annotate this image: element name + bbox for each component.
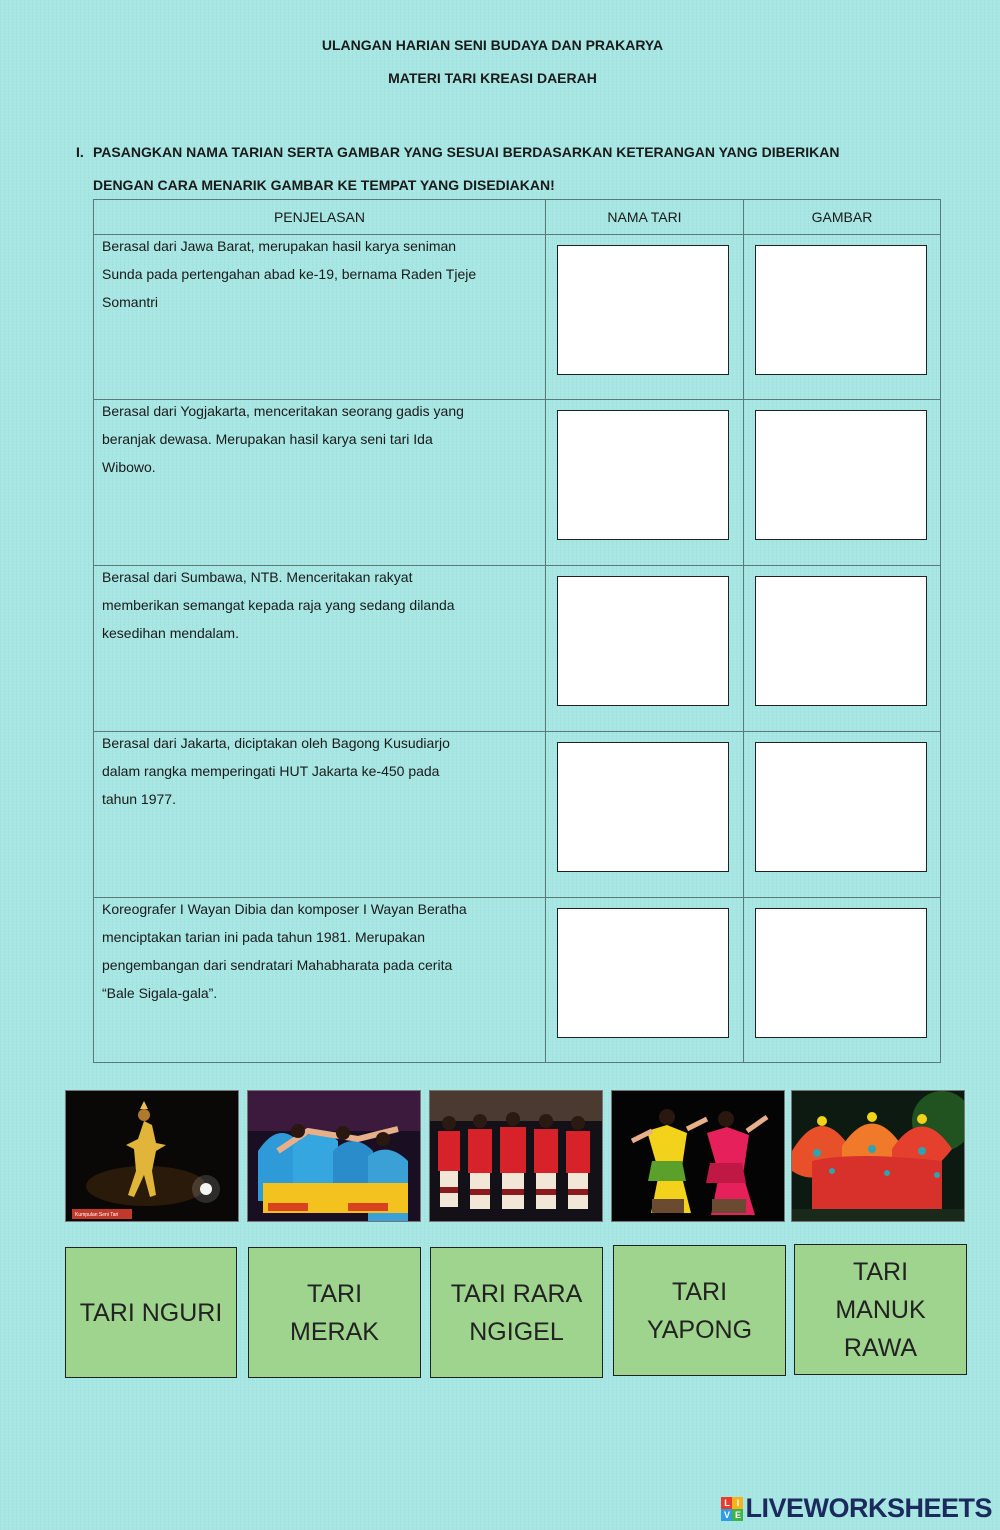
worksheet-subtitle: MATERI TARI KREASI DAERAH [388, 70, 597, 86]
name-drop-zone-1[interactable] [557, 245, 729, 375]
logo-letter: E [732, 1509, 743, 1521]
description-line: dalam rangka memperingati HUT Jakarta ke-450 pada [102, 763, 440, 779]
gambar-cell [744, 732, 941, 898]
card-tari-manuk-rawa[interactable] [794, 1244, 967, 1375]
description-line: Somantri [102, 294, 159, 310]
description-line: memberikan semangat kepada raja yang sedang dilanda [102, 597, 455, 613]
logo-letter: L [721, 1497, 732, 1509]
description-line: Koreografer I Wayan Dibia dan komposer I Wayan Beratha [102, 901, 467, 917]
logo-letter: I [732, 1497, 743, 1509]
description-cell [94, 732, 546, 898]
description-line: “Bale Sigala-gala”. [102, 985, 218, 1001]
worksheet-title: ULANGAN HARIAN SENI BUDAYA DAN PRAKARYA [321, 37, 664, 53]
liveworksheets-logo [721, 1493, 992, 1524]
card-tari-yapong[interactable] [613, 1245, 786, 1376]
liveworksheets-logo-text: LIVEWORKSHEETS [745, 1493, 992, 1523]
instruction-line-2: DENGAN CARA MENARIK GAMBAR KE TEMPAT YANG DISEDIAKAN! [93, 177, 555, 193]
nama-tari-cell [546, 732, 744, 898]
description-line: beranjak dewasa. Merupakan hasil karya seni tari Ida [102, 431, 433, 447]
gambar-cell [744, 235, 941, 400]
name-drop-zone-5[interactable] [557, 908, 729, 1038]
card-tari-nguri[interactable] [65, 1247, 237, 1378]
description-line: Berasal dari Jawa Barat, merupakan hasil karya seniman [102, 238, 457, 254]
description-line: Berasal dari Sumbawa, NTB. Menceritakan rakyat [102, 569, 413, 585]
photo-dancers-blue-costumes[interactable] [247, 1090, 421, 1222]
description-line: Sunda pada pertengahan abad ke-19, bernama Raden Tjeje [102, 266, 477, 282]
card-label: TARI NGURI [79, 1298, 223, 1327]
nama-tari-cell [546, 400, 744, 566]
logo-letter: V [721, 1509, 732, 1521]
description-line: Wibowo. [102, 459, 156, 475]
description-line: pengembangan dari sendratari Mahabharata pada cerita [102, 957, 453, 973]
image-drop-zone-4[interactable] [755, 742, 927, 872]
image-drop-zone-3[interactable] [755, 576, 927, 706]
description-line: Berasal dari Yogjakarta, menceritakan seorang gadis yang [102, 403, 464, 419]
instruction-line-1: PASANGKAN NAMA TARIAN SERTA GAMBAR YANG SESUAI BERDASARKAN KETERANGAN YANG DIBERIKAN [93, 144, 840, 160]
gambar-cell [744, 566, 941, 732]
photo-dancers-red-group[interactable] [429, 1090, 603, 1222]
card-label: TARI MANUK RAWA [835, 1257, 926, 1362]
photo-solo-dancer-dark-stage[interactable] [65, 1090, 239, 1222]
card-label: TARI YAPONG [646, 1277, 753, 1344]
photo-caption: Kumpulan Seni Tari [75, 1212, 119, 1218]
image-drop-zone-5[interactable] [755, 908, 927, 1038]
name-drop-zone-3[interactable] [557, 576, 729, 706]
description-line: Berasal dari Jakarta, diciptakan oleh Bagong Kusudiarjo [102, 735, 450, 751]
matching-table [93, 199, 941, 1063]
description-line: kesedihan mendalam. [102, 625, 239, 641]
header-penjelasan: PENJELASAN [94, 200, 546, 235]
instruction [76, 136, 936, 202]
gambar-cell [744, 898, 941, 1063]
image-drop-zone-1[interactable] [755, 245, 927, 375]
card-label: TARI RARA NGIGEL [450, 1279, 583, 1346]
photo-peacock-dancers[interactable] [791, 1090, 965, 1222]
header-gambar: GAMBAR [744, 200, 941, 235]
instruction-number: I. [76, 144, 84, 160]
nama-tari-cell [546, 898, 744, 1063]
image-drop-zone-2[interactable] [755, 410, 927, 540]
card-tari-merak[interactable] [248, 1247, 421, 1378]
description-line: tahun 1977. [102, 791, 176, 807]
description-line: menciptakan tarian ini pada tahun 1981. Merupakan [102, 929, 425, 945]
name-drop-zone-4[interactable] [557, 742, 729, 872]
card-tari-rara-ngigel[interactable] [430, 1247, 603, 1378]
card-label: TARI MERAK [290, 1279, 379, 1346]
photo-dancers-yellow-red[interactable] [611, 1090, 785, 1222]
gambar-cell [744, 400, 941, 566]
description-cell [94, 566, 546, 732]
nama-tari-cell [546, 235, 744, 400]
nama-tari-cell [546, 566, 744, 732]
description-cell [94, 898, 546, 1063]
name-drop-zone-2[interactable] [557, 410, 729, 540]
description-cell [94, 235, 546, 400]
header-nama-tari: NAMA TARI [546, 200, 744, 235]
liveworksheets-logo-icon [721, 1497, 743, 1521]
description-cell [94, 400, 546, 566]
